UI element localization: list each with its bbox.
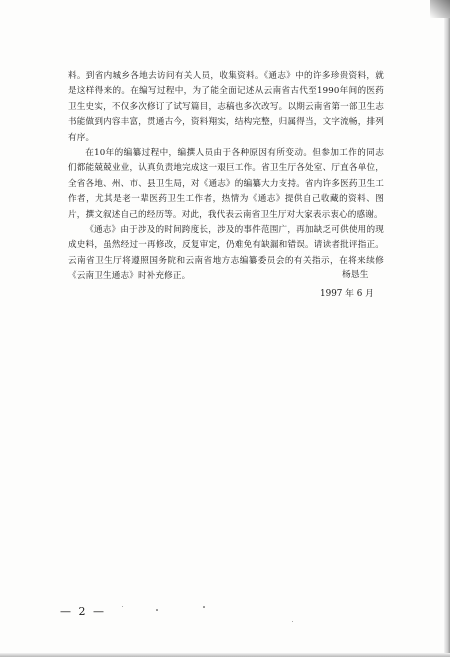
signature-block <box>320 266 374 304</box>
scan-corner-mark <box>430 0 450 18</box>
paragraph-1: 料。到省内城乡各地去访问有关人员，收集资料。《通志》中的许多珍贵资料，就是这样得来的。在编写过程中，为了能全面记述从云南省古代至1990年间的医药卫生史实，不仅多次修订了试写篇目，志稿也多次改写。以期云南省第一部卫生志书能做到内容丰富，贯通古今，资料翔实，结构完整，归属得当，文字流畅，排列有序。 <box>68 71 384 143</box>
signature-name: 杨恳生 <box>342 270 369 280</box>
scan-speck <box>203 606 205 608</box>
scan-speck <box>122 606 123 607</box>
page-number: — 2 — <box>60 605 106 618</box>
scan-edge-bottom <box>0 653 450 657</box>
scan-speck <box>156 609 158 611</box>
paragraph-2: 在10年的编纂过程中，编撰人员由于各种原因有所变动。但参加工作的同志们都能兢兢业业，认真负责地完成这一艰巨工作。省卫生厅各处室、厅直各单位，全省各地、州、市、县卫生局，对《通志》的编纂大力支持。省内许多医药卫生工作者，尤其是老一辈医药卫生工作者，热情为《通志》提供自己收藏的资料、图片，撰文叙述自己的经历等。对此，我代表云南省卫生厅对大家表示衷心的感谢。 <box>68 148 384 220</box>
scan-edge-right <box>444 0 450 657</box>
body-text <box>68 69 384 285</box>
scan-speck <box>292 621 293 622</box>
signature-date: 1997 年 6 月 <box>320 289 374 299</box>
paragraph-3: 《通志》由于涉及的时间跨度长，涉及的事件范围广，再加缺乏可供使用的现成史料，虽然经过一再修改，反复审定，仍难免有缺漏和错误。请读者批评指正。云南省卫生厅将遵照国务院和云南省地方志编纂委员会的有关指示，在将来续修《云南卫生通志》时补充修正。 <box>68 225 384 282</box>
